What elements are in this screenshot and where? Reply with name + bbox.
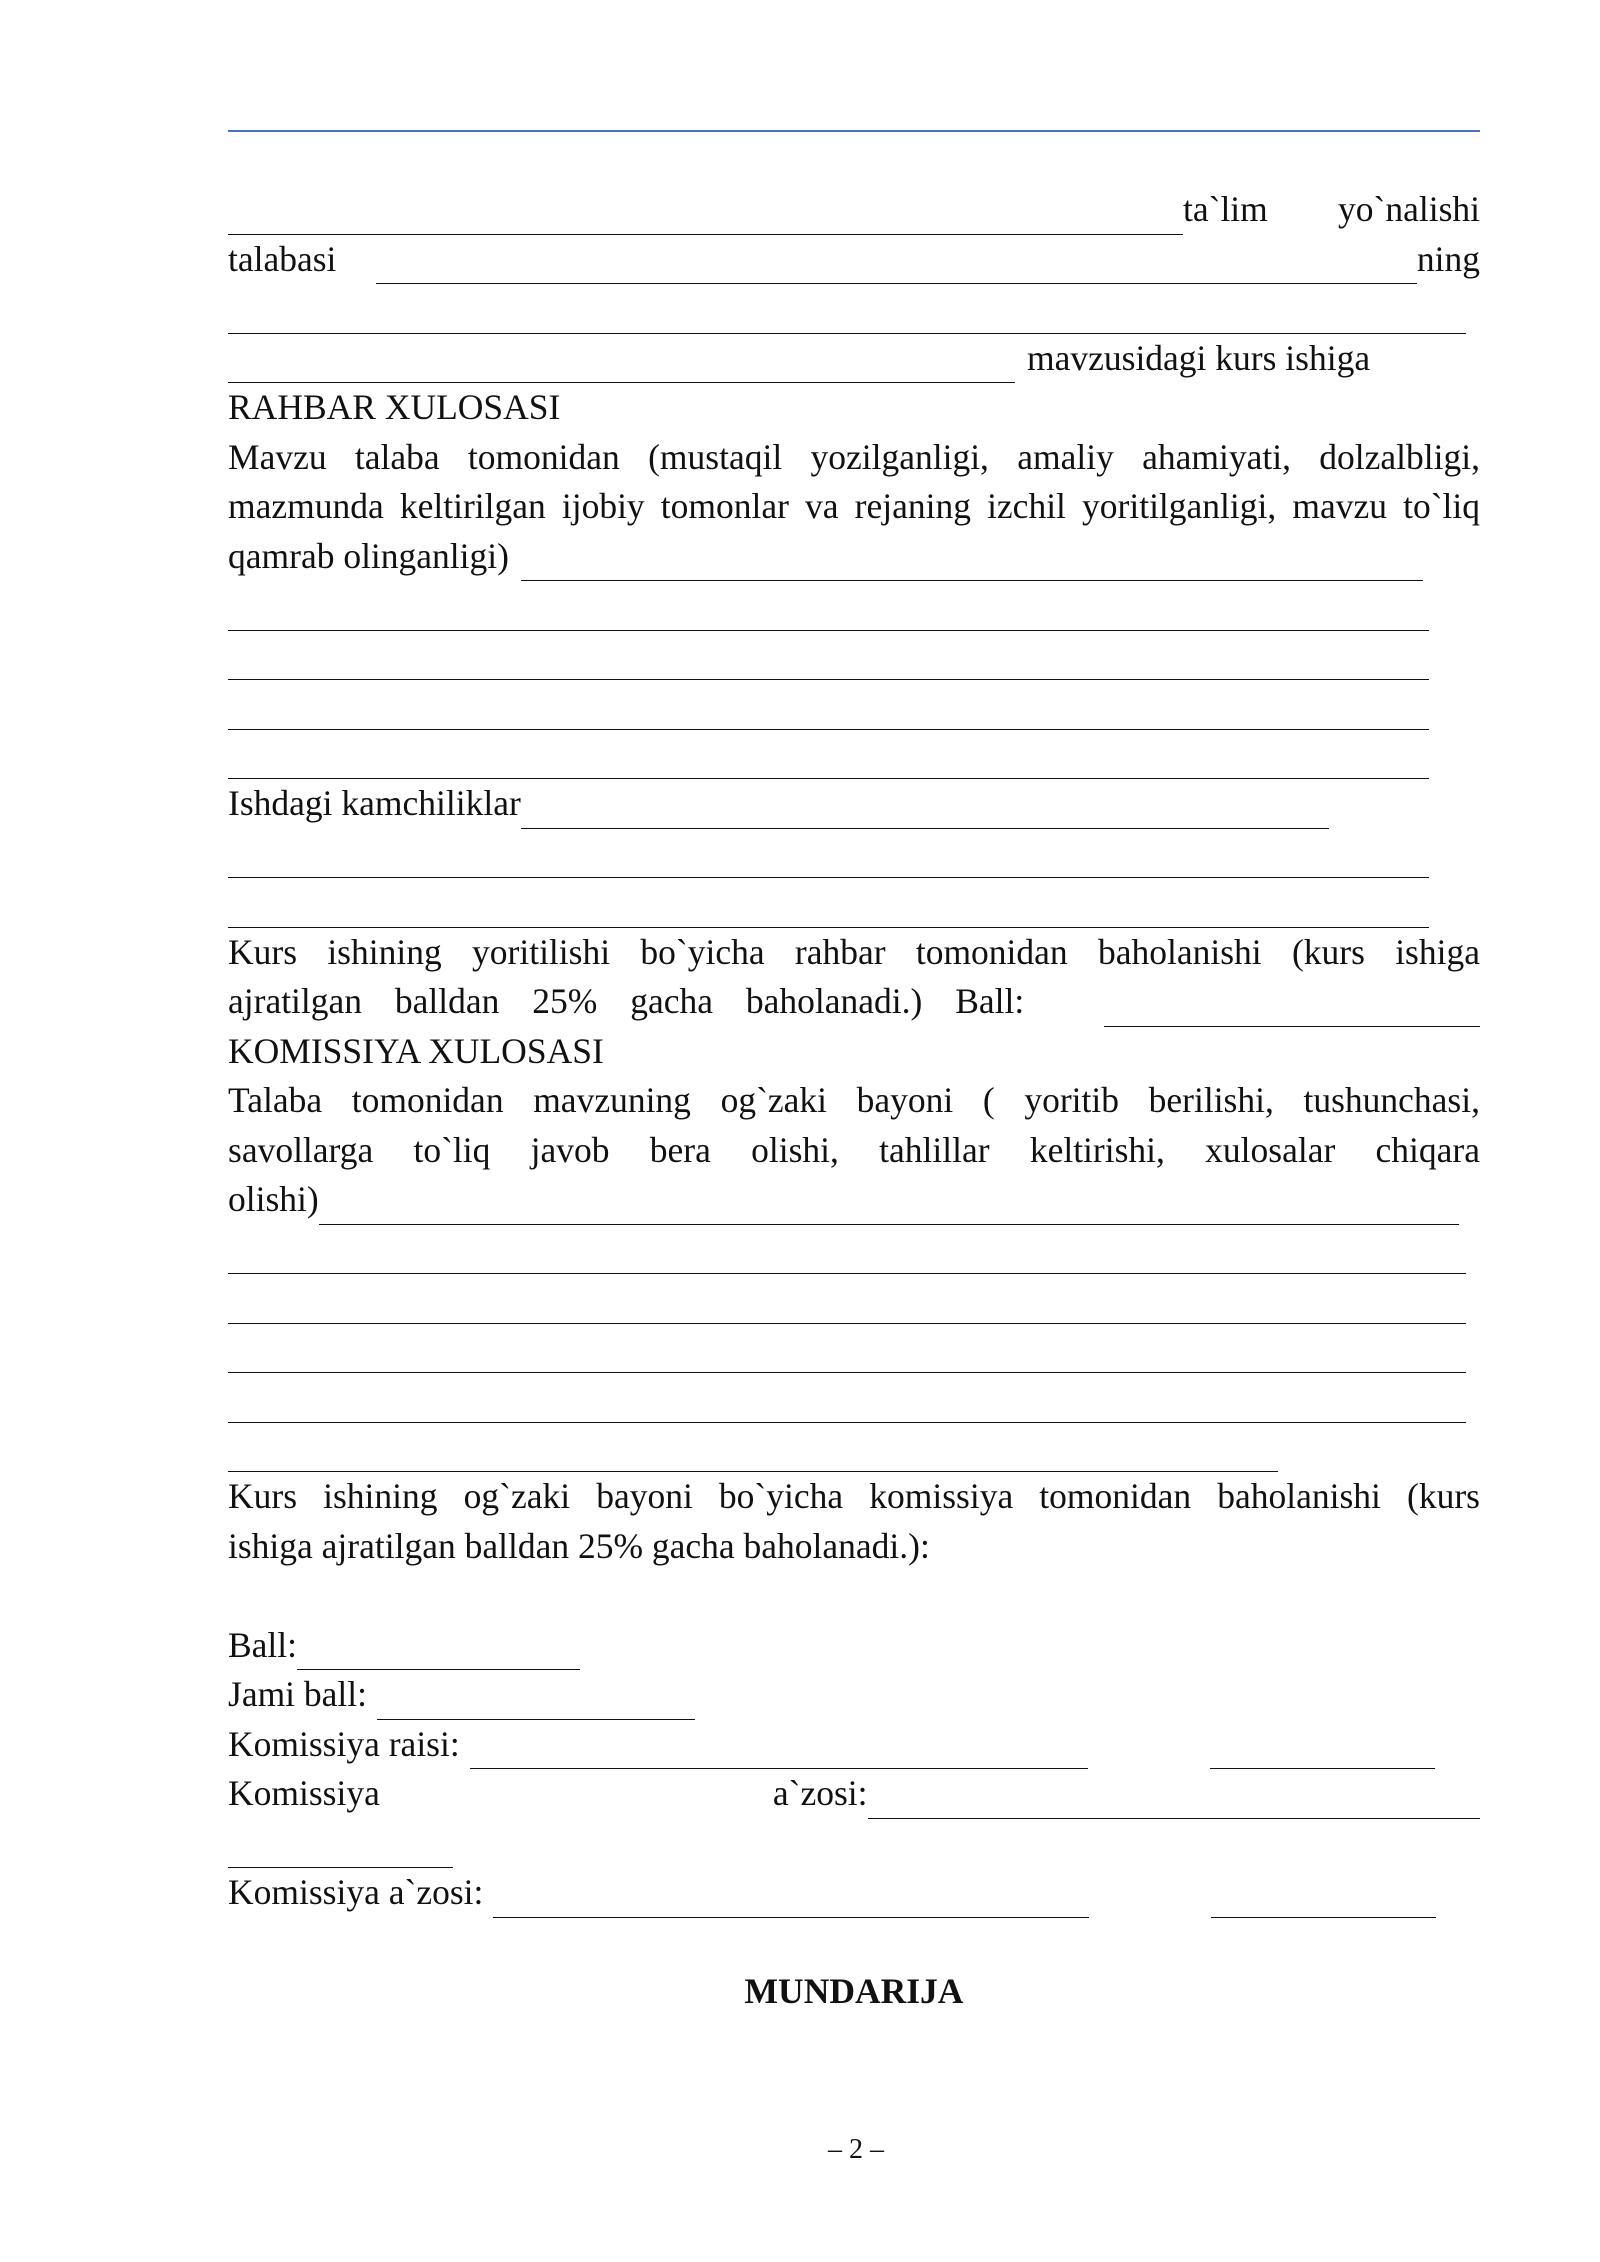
komissiya-baho-text-1: Kurs ishining og`zaki bayoni bo`yicha komissiya tomonidan baholanishi (kurs bbox=[228, 1476, 1480, 1516]
rahbar-baho-line-2 bbox=[228, 977, 1480, 1027]
rahbar-blank-line bbox=[228, 631, 1480, 681]
komissiya-baho-text-2: ishiga ajratilgan balldan 25% gacha baholanadi.): bbox=[228, 1525, 930, 1566]
komissiya-blank-line bbox=[228, 1373, 1480, 1423]
komissiya-title-text: KOMISSIYA XULOSASI bbox=[228, 1030, 604, 1071]
rahbar-para-text-2: mazmunda keltirilgan ijobiy tomonlar va rejaning izchil yoritilganligi, mavzu to`liq bbox=[228, 486, 1480, 526]
page-number: – 2 – bbox=[828, 2134, 884, 2165]
talim-label: ta`lim bbox=[1183, 189, 1268, 229]
komissiya-baho-line-1 bbox=[228, 1472, 1480, 1522]
student-name-blank[interactable] bbox=[376, 247, 1416, 284]
rahbar-para-line-2 bbox=[228, 482, 1480, 532]
direction-line bbox=[228, 185, 1480, 235]
rahbar-blank-line bbox=[228, 730, 1480, 780]
mavzusidagi-label: mavzusidagi kurs ishiga bbox=[1027, 337, 1371, 378]
direction-blank[interactable] bbox=[228, 198, 1183, 235]
komissiya-para-line-3 bbox=[228, 1175, 1480, 1225]
raisi-line bbox=[228, 1720, 1480, 1770]
rahbar-para-line-1 bbox=[228, 433, 1480, 483]
kamchiliklar-blank-2[interactable] bbox=[228, 841, 1429, 878]
azo-label-a: Komissiya bbox=[228, 1773, 380, 1813]
topic-line-1 bbox=[228, 284, 1480, 334]
azo2-signature-blank[interactable] bbox=[1211, 1881, 1436, 1918]
ball-line bbox=[228, 1621, 1480, 1671]
rahbar-title-text: RAHBAR XULOSASI bbox=[228, 387, 561, 427]
rahbar-title bbox=[228, 383, 1480, 433]
komissiya-answer-blank-2[interactable] bbox=[228, 1237, 1466, 1274]
ball-blank[interactable] bbox=[297, 1633, 580, 1670]
jami-ball-line bbox=[228, 1670, 1480, 1720]
azo-label-b: a`zosi: bbox=[772, 1773, 868, 1813]
rahbar-answer-blank-3[interactable] bbox=[228, 643, 1429, 680]
komissiya-para-text-3: olishi) bbox=[228, 1179, 319, 1219]
spacer bbox=[228, 1918, 1480, 1968]
kamchiliklar-line bbox=[228, 779, 1480, 829]
mundarija-text: MUNDARIJA bbox=[744, 1971, 964, 2011]
rahbar-para-line-3 bbox=[228, 532, 1480, 582]
komissiya-para-line-1 bbox=[228, 1076, 1480, 1126]
topic-blank-1[interactable] bbox=[228, 297, 1466, 334]
komissiya-blank-line bbox=[228, 1324, 1480, 1374]
kamchiliklar-blank-line bbox=[228, 878, 1480, 928]
rahbar-answer-blank-4[interactable] bbox=[228, 693, 1429, 730]
jami-ball-blank[interactable] bbox=[377, 1683, 695, 1720]
rahbar-answer-blank-2[interactable] bbox=[228, 594, 1429, 631]
rahbar-blank-line bbox=[228, 581, 1480, 631]
rahbar-answer-blank-1[interactable] bbox=[521, 544, 1423, 581]
talabasi-label: talabasi bbox=[228, 238, 337, 279]
topic-blank-2[interactable] bbox=[228, 346, 1015, 383]
komissiya-title bbox=[228, 1027, 1480, 1077]
raisi-signature-blank[interactable] bbox=[1210, 1732, 1435, 1769]
azo-name-blank[interactable] bbox=[868, 1782, 1480, 1819]
komissiya-para-text-2: savollarga to`liq javob bera olishi, tahlillar keltirishi, xulosalar chiqara bbox=[228, 1129, 1480, 1170]
azo2-name-blank[interactable] bbox=[493, 1881, 1089, 1918]
komissiya-para-text-1: Talaba tomonidan mavzuning og`zaki bayoni ( yoritib berilishi, tushunchasi, bbox=[228, 1080, 1480, 1120]
rahbar-ball-blank[interactable] bbox=[1104, 990, 1480, 1027]
komissiya-baho-line-2 bbox=[228, 1522, 1480, 1572]
azo-signature-line bbox=[228, 1819, 1480, 1869]
kamchiliklar-label: Ishdagi kamchiliklar bbox=[228, 783, 521, 823]
raisi-name-blank[interactable] bbox=[470, 1732, 1088, 1769]
topic-line-2 bbox=[228, 334, 1480, 384]
rahbar-baho-line-1 bbox=[228, 928, 1480, 978]
ning-label: ning bbox=[1416, 238, 1480, 279]
yonalishi-label: yo`nalishi bbox=[1338, 189, 1480, 229]
komissiya-para-line-2 bbox=[228, 1126, 1480, 1176]
komissiya-answer-blank-5[interactable] bbox=[228, 1386, 1466, 1423]
azo2-line bbox=[228, 1868, 1480, 1918]
komissiya-answer-blank-3[interactable] bbox=[228, 1287, 1466, 1324]
rahbar-baho-text-1: Kurs ishining yoritilishi bo`yicha rahbar tomonidan baholanishi (kurs ishiga bbox=[228, 931, 1480, 972]
komissiya-answer-blank-6[interactable] bbox=[228, 1435, 1278, 1472]
kamchiliklar-blank-line bbox=[228, 829, 1480, 879]
komissiya-answer-blank-1[interactable] bbox=[319, 1188, 1459, 1225]
spacer bbox=[228, 1571, 1480, 1621]
azo2-label: Komissiya a`zosi: bbox=[228, 1872, 484, 1912]
azo-line bbox=[228, 1769, 1480, 1819]
rahbar-answer-blank-5[interactable] bbox=[228, 742, 1429, 779]
komissiya-blank-line bbox=[228, 1423, 1480, 1473]
komissiya-blank-line bbox=[228, 1274, 1480, 1324]
ball-label: Ball: bbox=[228, 1624, 298, 1665]
student-line bbox=[228, 235, 1480, 285]
raisi-label: Komissiya raisi: bbox=[228, 1723, 460, 1764]
rahbar-para-text-3: qamrab olinganligi) bbox=[228, 535, 509, 576]
jami-ball-label: Jami ball: bbox=[228, 1674, 368, 1714]
komissiya-blank-line bbox=[228, 1225, 1480, 1275]
rahbar-para-text-1: Mavzu talaba tomonidan (mustaqil yozilganligi, amaliy ahamiyati, dolzalbligi, bbox=[228, 436, 1480, 477]
rahbar-blank-line bbox=[228, 680, 1480, 730]
rahbar-baho-text-2: ajratilgan balldan 25% gacha baholanadi.) Ball: bbox=[228, 981, 1025, 1021]
header-rule bbox=[228, 130, 1480, 132]
azo-signature-blank[interactable] bbox=[228, 1831, 453, 1868]
kamchiliklar-blank-1[interactable] bbox=[521, 792, 1329, 829]
mundarija-heading bbox=[228, 1967, 1480, 2017]
kamchiliklar-blank-3[interactable] bbox=[228, 891, 1429, 928]
komissiya-answer-blank-4[interactable] bbox=[228, 1336, 1466, 1373]
form-content bbox=[228, 185, 1480, 2017]
